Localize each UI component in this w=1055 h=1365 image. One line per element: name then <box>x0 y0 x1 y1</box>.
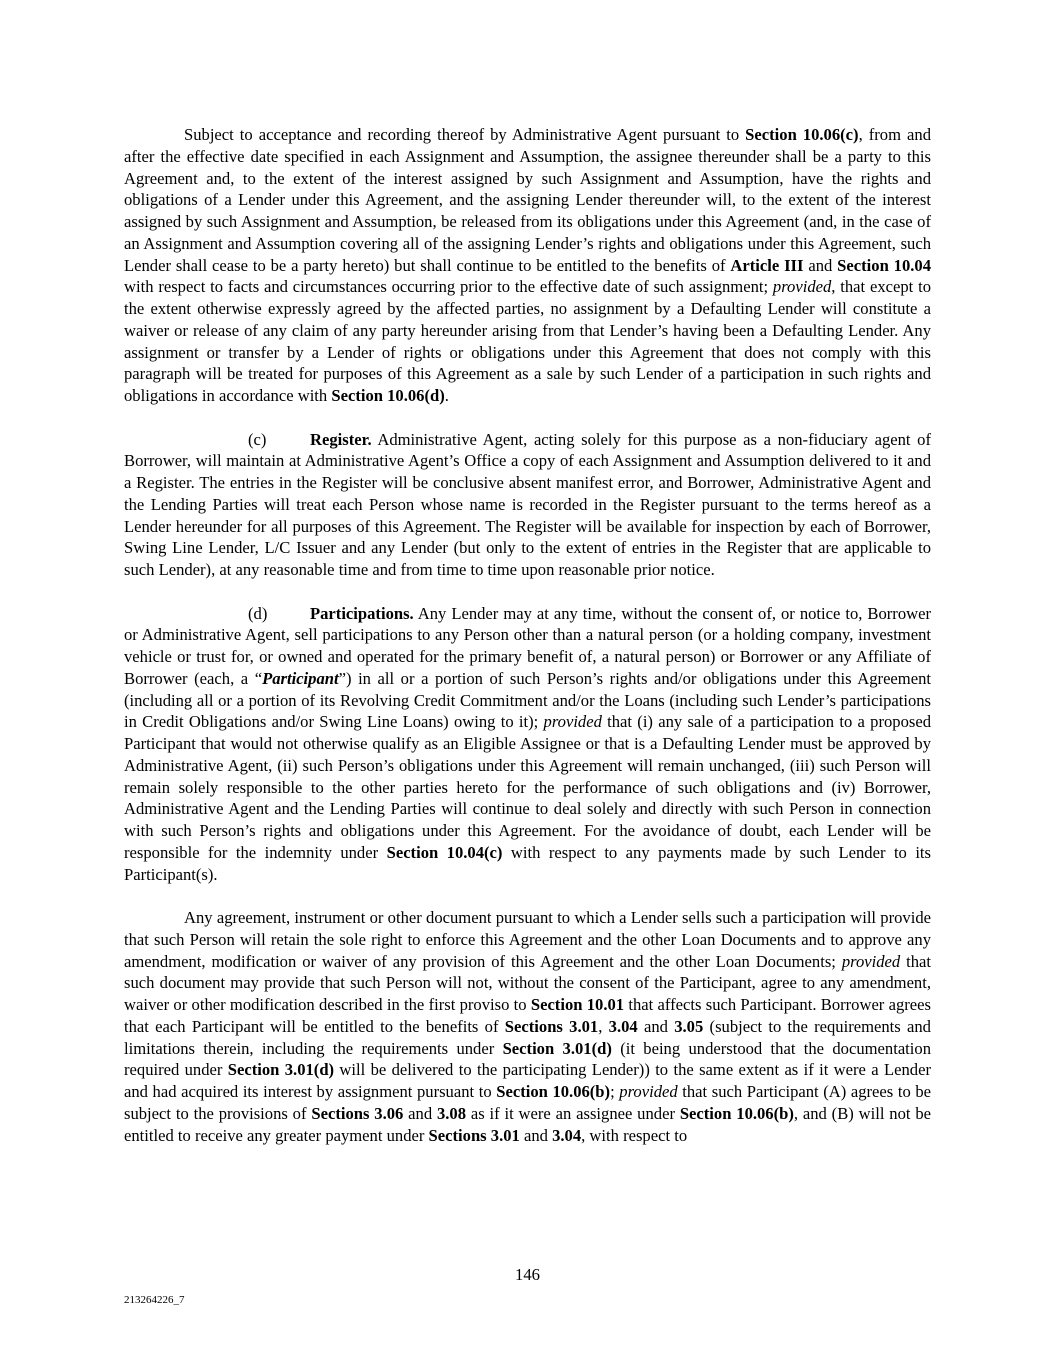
text: Administrative Agent, acting solely for this purpose as a non-fiduciary agent of Borrower, will maintain at Administrative Agent’s Office a copy of each Assignment and Assumption delivered to it and a Register. The entries in the Register will be conclusive absent manifest error, and Borrower, Administrative Agent and the Lending Parties will treat each Person whose name is recorded in the Register pursuant to the terms hereof as a Lender hereunder for all purposes of this Agreement. The Register will be available for inspection by each of Borrower, Swing Line Lender, L/C Issuer and any Lender (but only to the extent of entries in the Register that are applicable to such Lender), at any reasonable time and from time to time upon reasonable prior notice. <box>124 429 931 579</box>
section-reference: Section 10.04(c) <box>386 842 503 862</box>
paragraph-gap <box>124 581 931 603</box>
clause-label: (c) <box>248 429 267 449</box>
emphasis: provided <box>543 712 602 732</box>
section-reference: 3.08 <box>436 1103 467 1123</box>
text: with respect to facts and circumstances occurring prior to the effective date of such assignment; <box>124 277 773 297</box>
text: as if it were an assignee under <box>466 1103 680 1123</box>
section-reference: Section 10.06(b) <box>496 1082 611 1101</box>
text: and <box>637 1016 675 1036</box>
clause-heading: Register. <box>310 429 372 449</box>
defined-term: Participant <box>262 668 339 688</box>
section-reference: Article III <box>730 255 804 275</box>
paragraph-participation-agreement <box>124 907 931 1146</box>
section-reference: Sections 3.06 <box>311 1103 404 1123</box>
paragraph-participations <box>124 603 931 886</box>
section-reference: Sections 3.01 <box>428 1125 520 1145</box>
paragraph-register <box>124 429 931 581</box>
section-reference: Section 10.06(b) <box>679 1103 794 1123</box>
emphasis: provided <box>619 1082 678 1101</box>
text: Any Lender may at any time, without the consent of, or notice to, Borrower or Administrative Agent, sell participations to any Person other than a natural person (or a holding company, investment vehicle or trust for, or owned and operated for the primary benefit of, a natural person) or Borrower or any Affiliate of Borrower (each, a “ <box>124 603 931 688</box>
text: , with respect to <box>581 1125 688 1145</box>
emphasis: provided <box>841 951 901 971</box>
page-number: 146 <box>515 1265 540 1284</box>
text: (it being understood that the documentation required under <box>124 1038 931 1080</box>
document-body <box>124 124 931 1146</box>
text: and <box>403 1103 437 1123</box>
paragraph-gap <box>124 407 931 429</box>
text: will be delivered to the participating Lender)) to the same extent as if it were a Lender and had acquired its interest by assignment pursuant to <box>124 1060 931 1101</box>
text: (subject to the requirements and limitations therein, including the requirements under <box>124 1016 931 1058</box>
section-reference: 3.05 <box>674 1016 704 1036</box>
section-reference: 3.04 <box>608 1016 638 1036</box>
text: that (i) any sale of a participation to a proposed Participant that would not otherwise qualify as an Eligible Assignee or that is a Defaulting Lender must be approved by Administrative Agent, (ii) such Person’s obligations under this Agreement will remain unchanged, (iii) such Person will remain solely responsible to the other parties hereto for the performance of such obligations and (iv) Borrower, Administrative Agent and the Lending Parties will continue to deal solely and directly with such Person in connection with such Person’s rights and obligations under this Agreement. For the avoidance of doubt, each Lender will be responsible for the indemnity under <box>124 712 931 862</box>
text: with respect to any payments made by such Lender to its Participant(s). <box>124 842 931 884</box>
text: that such document may provide that such Person will not, without the consent of the Participant, agree to any amendment, waiver or other modification described in the first proviso to <box>124 951 931 1014</box>
text: ; <box>610 1082 620 1101</box>
clause-label: (d) <box>248 603 268 623</box>
section-reference: Section 10.06(d) <box>331 386 445 405</box>
section-reference: Section 3.01(d) <box>502 1038 612 1058</box>
text: , from and after the effective date specified in each Assignment and Assumption, the assignee thereunder shall be a party to this Agreement and, to the extent of the interest assigned by such Assignment and Assumption, have the rights and obligations of a Lender under this Agreement, and the assigning Lender thereunder will, to the extent of the interest assigned by such Assignment and Assumption, be released from its obligations under this Agreement (and, in the case of an Assignment and Assumption covering all of the assigning Lender’s rights and obligations under this Agreement, such Lender shall cease to be a party hereto) but shall continue to be entitled to the benefits of <box>124 125 931 275</box>
paragraph-assignment-effect <box>124 124 931 407</box>
section-reference: Section 10.06(c) <box>745 125 859 144</box>
text: Any agreement, instrument or other document pursuant to which a Lender sells such a participation will provide that such Person will retain the sole right to enforce this Agreement and the other Loan Documents and to approve any amendment, modification or waiver of any provision of this Agreement and the other Loan Documents; <box>124 908 931 971</box>
text: , <box>598 1016 609 1036</box>
section-reference: Section 10.01 <box>530 995 625 1014</box>
text: and <box>519 1125 553 1145</box>
text: , and (B) will not be entitled to receive any greater payment under <box>124 1103 931 1145</box>
text: , that except to the extent otherwise expressly agreed by the affected parties, no assignment by a Defaulting Lender will constitute a waiver or release of any claim of any party hereunder arising from that Lender’s having been a Defaulting Lender. Any assignment or transfer by a Lender of rights or obligations under this Agreement that does not comply with this paragraph will be treated for purposes of this Agreement as a sale by such Lender of a participation in such rights and obligations in accordance with <box>124 277 931 405</box>
clause-heading: Participations. <box>310 603 414 623</box>
text: Subject to acceptance and recording thereof by Administrative Agent pursuant to <box>184 125 746 144</box>
paragraph-gap <box>124 885 931 907</box>
section-reference: Section 3.01(d) <box>227 1060 335 1080</box>
emphasis: provided <box>772 277 832 297</box>
text: . <box>444 386 449 405</box>
section-reference: Sections 3.01 <box>504 1016 599 1036</box>
text: that affects such Participant. Borrower agrees that each Participant will be entitled to the benefits of <box>124 995 931 1036</box>
text: that such Participant (A) agrees to be subject to the provisions of <box>124 1082 932 1123</box>
document-id: 213264226_7 <box>124 1294 185 1306</box>
text: ”) in all or a portion of such Person’s rights and/or obligations under this Agreement (including all or a portion of its Revolving Credit Commitment and/or the Loans (including such Lender’s participations in Credit Obligations and/or Swing Line Loans) owing to it); <box>124 668 931 732</box>
text: and <box>803 255 838 275</box>
section-reference: 3.04 <box>552 1125 582 1145</box>
section-reference: Section 10.04 <box>837 255 931 275</box>
